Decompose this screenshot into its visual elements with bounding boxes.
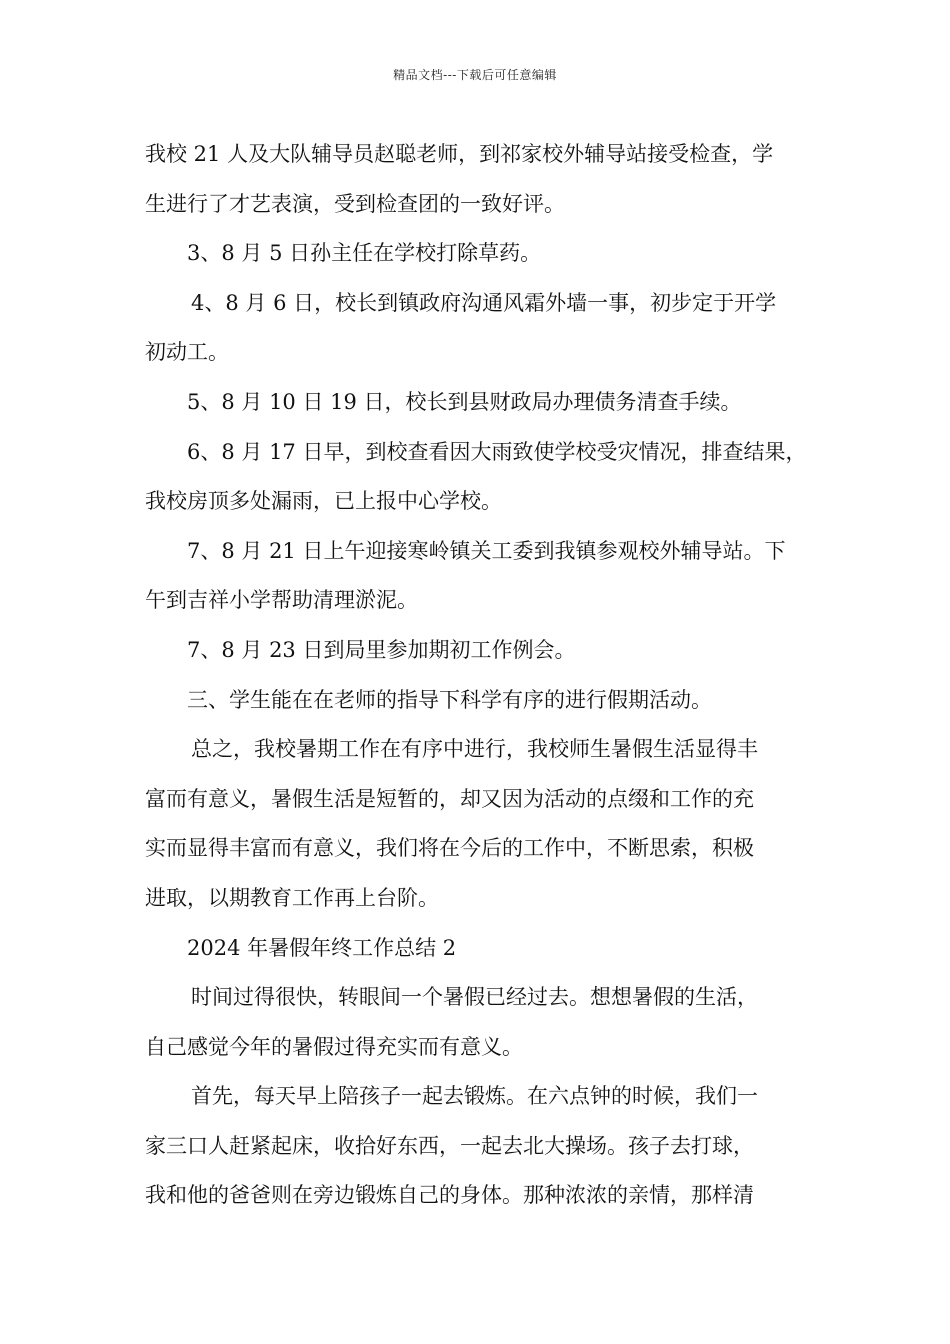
text-line: 我和他的爸爸则在旁边锻炼自己的身体。那种浓浓的亲情，那样清 — [145, 1183, 754, 1208]
text-line: 7、8 月 23 日到局里参加期初工作例会。 — [187, 637, 576, 662]
text-line: 2024 年暑假年终工作总结 2 — [187, 935, 457, 960]
text-line: 7、8 月 21 日上午迎接寒岭镇关工委到我镇参观校外辅导站。下 — [187, 538, 786, 563]
text-line: 5、8 月 10 日 19 日，校长到县财政局办理债务清查手续。 — [187, 389, 742, 414]
text-line: 我校房顶多处漏雨，已上报中心学校。 — [145, 489, 502, 514]
text-line: 我校 21 人及大队辅导员赵聪老师，到祁家校外辅导站接受检查，学 — [145, 142, 774, 166]
text-line: 总之，我校暑期工作在有序中进行，我校师生暑假生活显得丰 — [191, 737, 758, 762]
text-line: 富而有意义，暑假生活是短暂的，却又因为活动的点缀和工作的充 — [145, 786, 754, 811]
document-body — [145, 130, 825, 1221]
text-line: 初动工。 — [145, 340, 229, 365]
text-line: 时间过得很快，转眼间一个暑假已经过去。想想暑假的生活， — [191, 985, 758, 1010]
text-line: 实而显得丰富而有意义，我们将在今后的工作中，不断思索，积极 — [145, 836, 754, 861]
text-line: 午到吉祥小学帮助清理淤泥。 — [145, 588, 418, 613]
text-line: 家三口人赶紧起床，收拾好东西，一起去北大操场。孩子去打球， — [145, 1133, 754, 1158]
text-line: 生进行了才艺表演，受到检查团的一致好评。 — [145, 191, 565, 216]
page-header: 精品文档---下载后可任意编辑 — [393, 68, 557, 82]
text-line: 4、8 月 6 日，校长到镇政府沟通风霜外墙一事，初步定于开学 — [191, 290, 777, 315]
text-line: 首先，每天早上陪孩子一起去锻炼。在六点钟的时候，我们一 — [191, 1084, 758, 1109]
text-line: 三、学生能在在老师的指导下科学有序的进行假期活动。 — [187, 687, 712, 712]
text-line: 自己感觉今年的暑假过得充实而有意义。 — [145, 1034, 523, 1059]
text-line: 3、8 月 5 日孙主任在学校打除草药。 — [187, 241, 542, 266]
text-line: 进取，以期教育工作再上台阶。 — [145, 885, 439, 910]
text-line: 6、8 月 17 日早，到校查看因大雨致使学校受灾情况，排查结果， — [187, 439, 807, 464]
